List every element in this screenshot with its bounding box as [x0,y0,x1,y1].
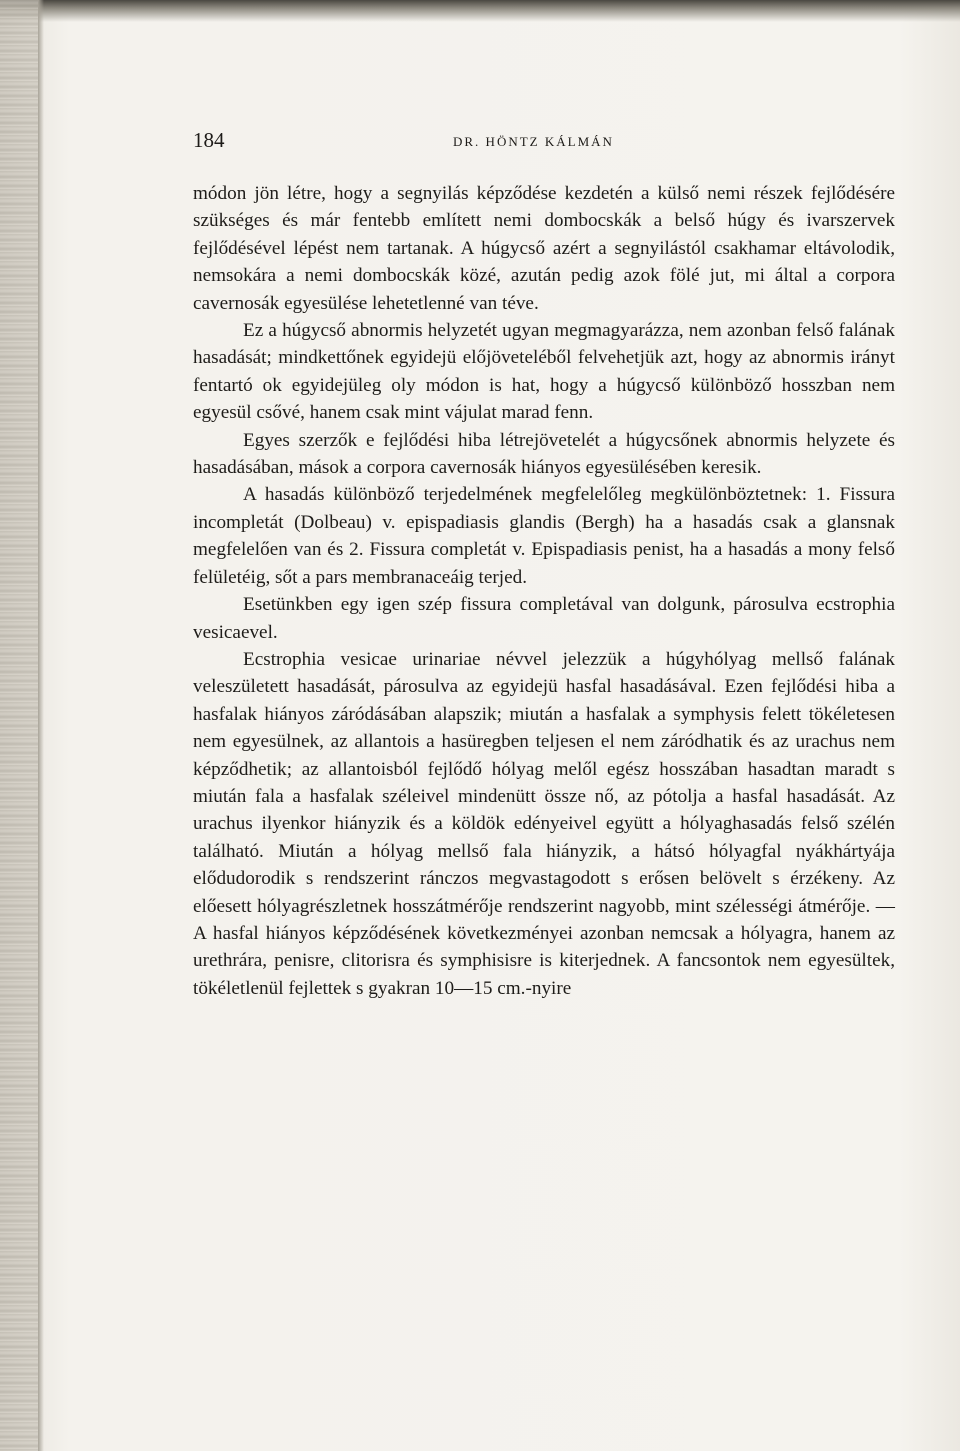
page-top-edge [0,0,960,22]
paragraph: Ez a húgycső abnormis helyzetét ugyan megmagyarázza, nem azonban felső falának hasadását; mindkettőnek egyidejü előjöveteléből felvehetjük azt, hogy az abnormis irányt fentartó ok egyidejüleg oly módon is hat, hogy a húgycső különböző hosszban nem egyesül csővé, hanem csak mint vájulat marad fenn. [193,320,895,424]
paragraph: Ecstrophia vesicae urinariae névvel jelezzük a húgyhólyag mellső falának veleszületett hasadását, párosulva az egyidejü hasfal hasadásával. Ezen fejlődési hiba a hasfalak hiányos záródásában alapszik; miután a hasfalak a symphysis felett tökéletesen nem egyesülnek, az allantois a hasüregben teljesen el nem záródhatik és az urachus nem képződhetik; az allantoisból fejlődő hólyag melől egész hosszában hasadtan maradt s miután fala a hasfalak széleivel mindenütt össze nő, az pótolja a hasfal hasadását. Az urachus ilyenkor hiányzik és a köldök edényeivel együtt a hólyaghasadás felső szélén található. Miután a hólyag mellső fala hiányzik, a hátsó hólyagfal nyákhártyája elődudorodik s rendszerint ránczos megvastagodott s erősen belövelt s érzékeny. Az előesett hólyagrészletnek hosszátmérője rendszerint nagyobb, mint szélességi átmérője. — A hasfal hiányos képződésének következményei azonban nemcsak a hólyagra, hanem az urethrára, penisre, clitorisra és symphisisre is kiterjednek. A fancsontok nem egyesültek, tökéletlenül fejlettek s gyakran 10—15 cm.-nyire [193,648,895,999]
page-number: 184 [193,128,225,152]
running-head-author: DR. HÖNTZ KÁLMÁN [453,134,614,149]
paragraph: módon jön létre, hogy a segnyilás képződése kezdetén a külső nemi részek fejlődésére szükséges és már fentebb említett nemi dombocskák a belső húgy és ivarszervek fejlődésével lépést nem tartanak. A húgycső azért a segnyilástól csakhamar eltávolodik, nemsokára a nemi dombocskák közé, azután pedig azok fölé jut, mi által a corpora cavernosák egyesülése lehetetlenné van téve. [193,183,895,314]
body-text [193,180,895,1002]
spine-shadow [38,0,44,1451]
paragraph: A hasadás különböző terjedelmének megfelelőleg megkülönböztetnek: 1. Fissura incompletát (Dolbeau) v. epispadiasis glandis (Bergh) ha a hasadás csak a glansnak megfelelően van és 2. Fissura completát v. Epispadiasis penist, ha a hasadás a mony felső felületéig, sőt a pars membranaceáig terjed. [193,484,895,588]
paragraph: Esetünkben egy igen szép fissura completával van dolgunk, párosulva ecstrophia vesicaevel. [193,594,895,643]
running-head [193,128,893,160]
paragraph: Egyes szerzők e fejlődési hiba létrejövetelét a húgycsőnek abnormis helyzete és hasadásában, mások a corpora cavernosák hiányos egyesülésében keresik. [193,429,895,479]
book-spine [0,0,38,1451]
